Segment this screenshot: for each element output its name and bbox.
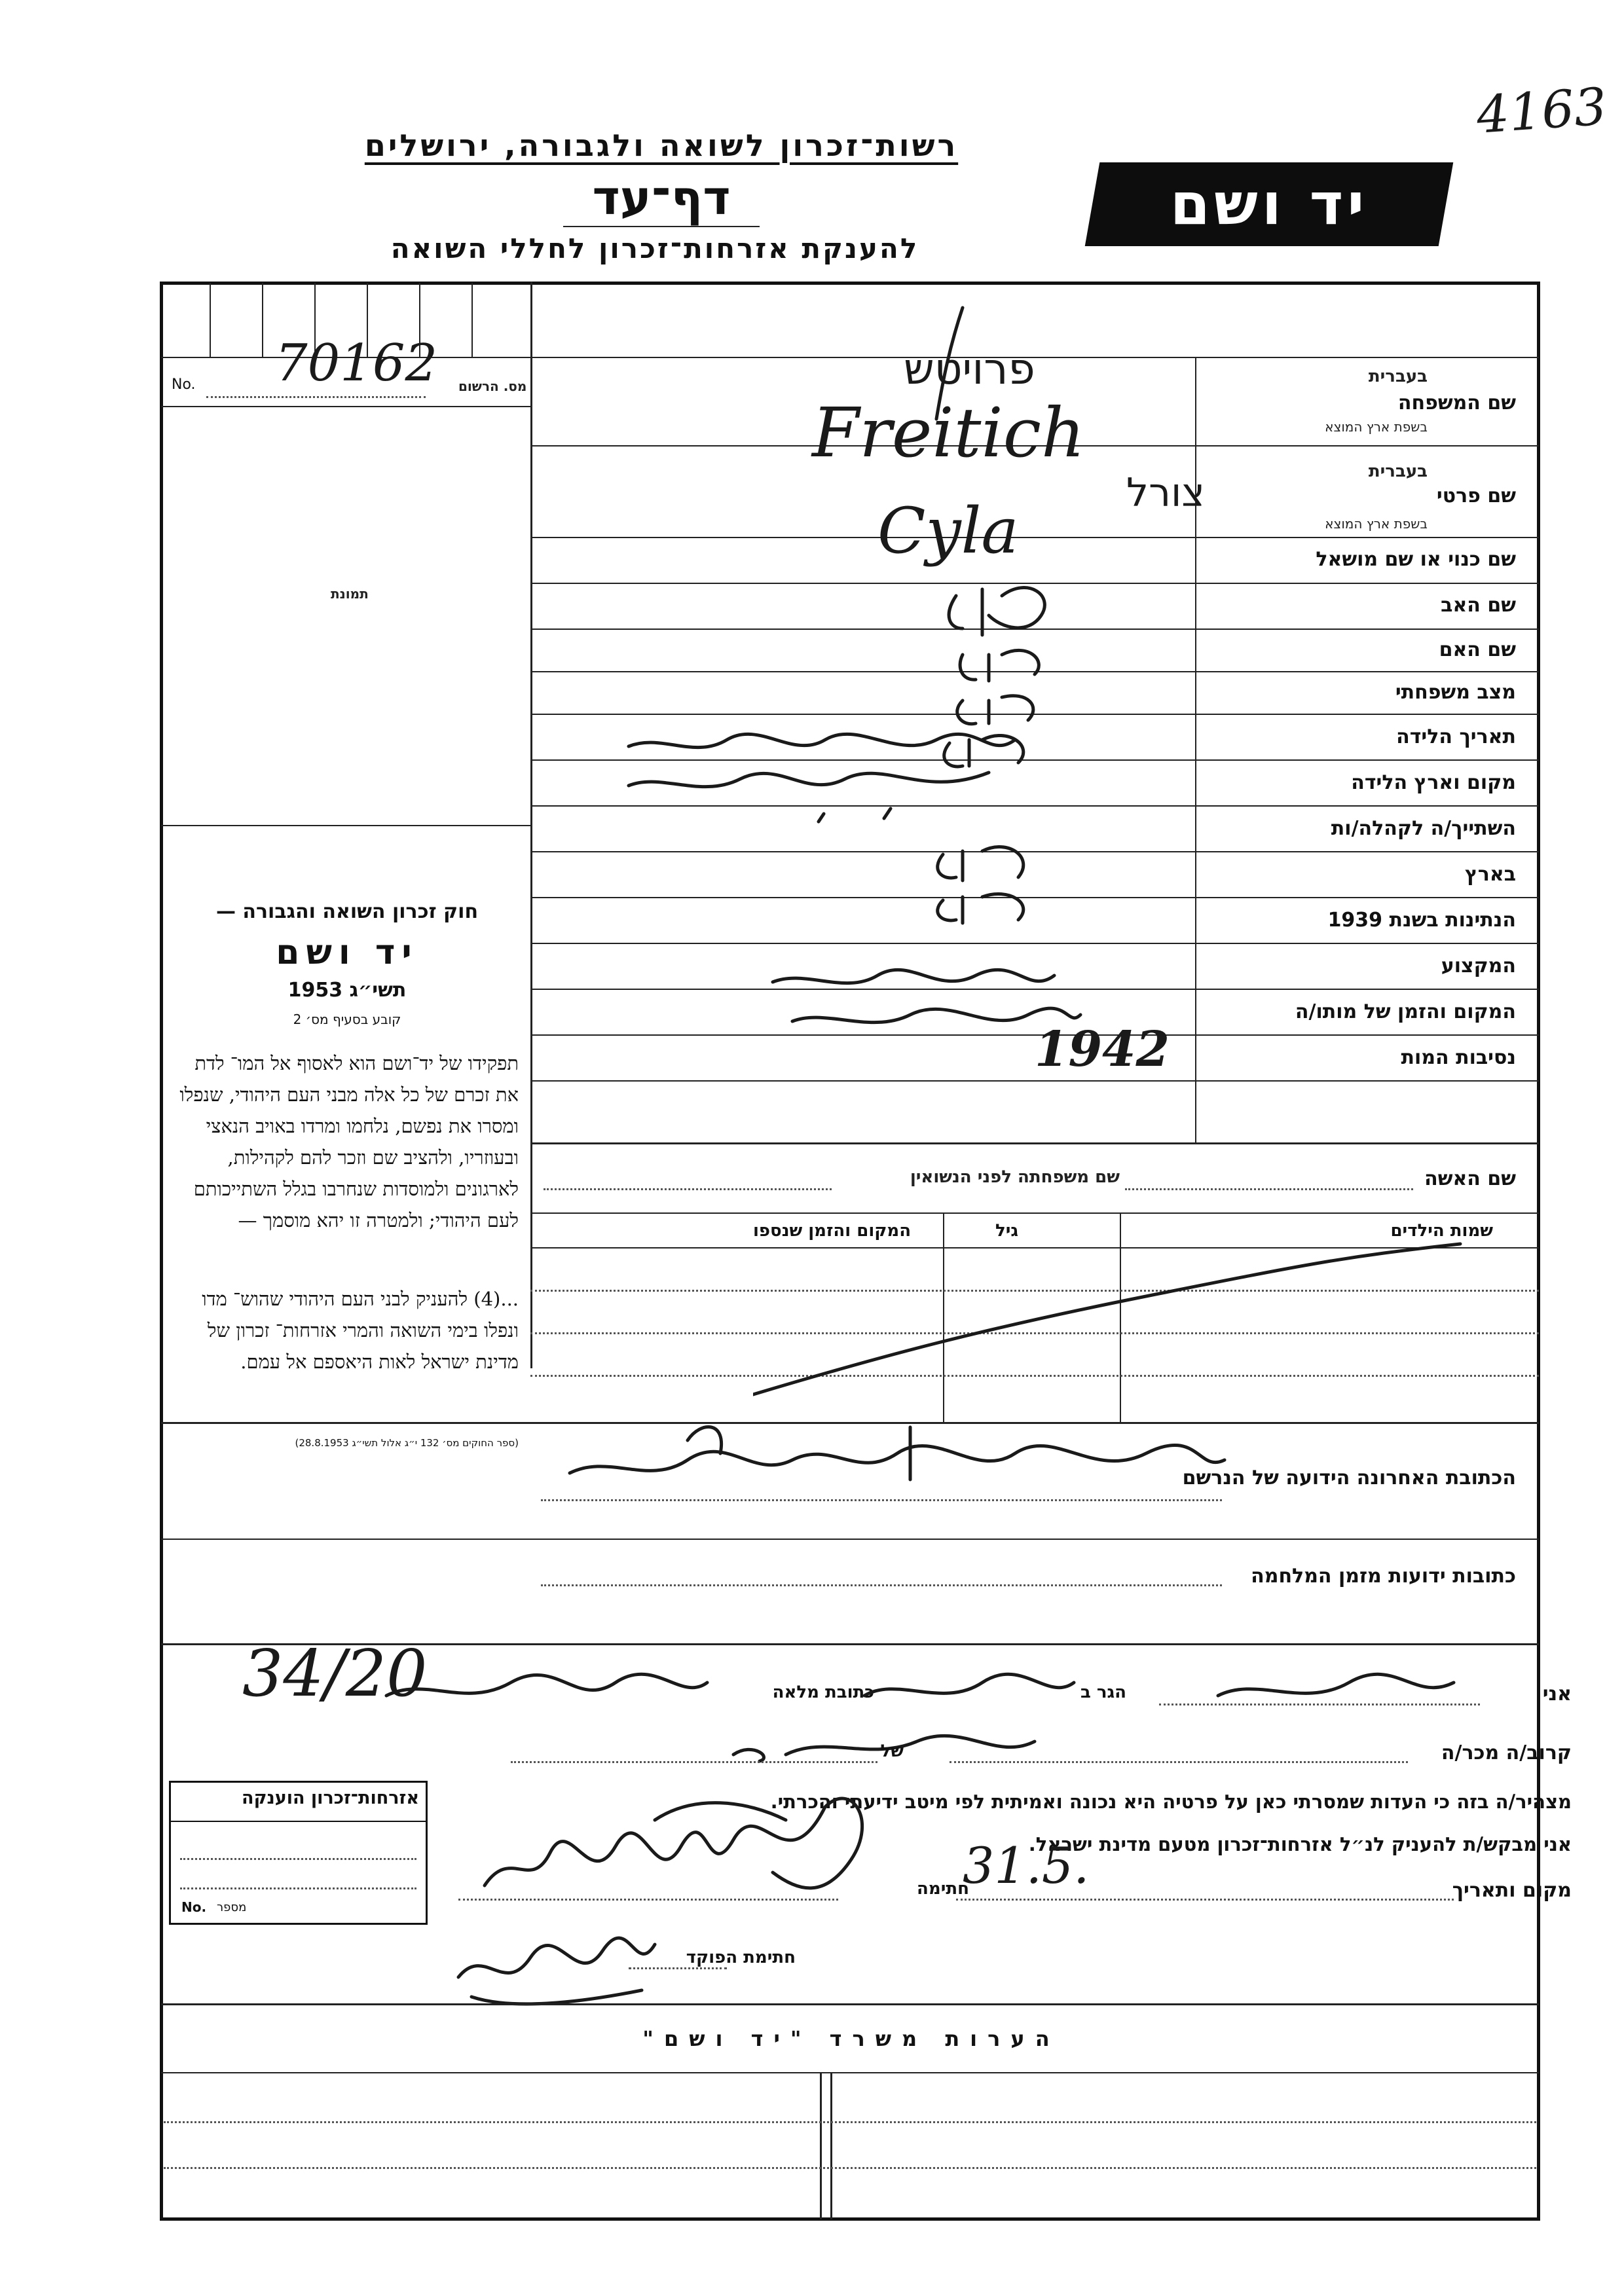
- title-underline: [563, 226, 760, 227]
- field-marital-label: מצב משפחתי: [1395, 681, 1516, 704]
- declaration-resides-label: הגר ב: [1080, 1683, 1126, 1702]
- wife-maiden-label: שם משפחתה לפני הנשואין: [910, 1167, 1120, 1187]
- field-birthdate-label: תאריך הלידה: [1396, 725, 1516, 748]
- officer-signature-label: חתימת הפוקד: [686, 1948, 796, 1967]
- registration-no-label-en: No.: [172, 376, 196, 393]
- death-year-value: 1942: [1035, 1021, 1170, 1078]
- declaration-request: אני מבקש/ת להעניק לנ״ל אזרחות־זכרון מטעם מדינת ישראל.: [1028, 1833, 1572, 1855]
- field-death-cause-label: נסיבות המות: [1401, 1046, 1516, 1069]
- law-clause: קובע בסעיף מס׳ 2: [293, 1011, 401, 1027]
- surname-native-value: Freitich: [812, 393, 1085, 473]
- citizenship-box-no-heb: מספר: [217, 1901, 247, 1914]
- children-header-names: שמות הילדים: [1390, 1221, 1493, 1241]
- law-paragraph-1: תפקידו של יד־ושם הוא לאסוף אל המו־ לדת את זכרם של כל אלה מבני העם היהודי, שנפלו ומסרו את נפשם, נלחמו ומרדו באויב הנאצי ובעוזריו, ולהציב שם וזכר להם לקהילות, לארגונים ולמוסדות שנחרבו בגלל השתייכותם לעם היהודי; ולמטרה זו יהא מוסמך —: [179, 1052, 519, 1231]
- page-subtitle: להענקת אזרחות־זכרון לחללי השואה: [390, 232, 919, 264]
- field-citizenship-label: הנתינות בשנת 1939: [1327, 909, 1516, 932]
- declaration-full-address-label: כתובת מלאה: [772, 1683, 874, 1702]
- field-birthplace-label: מקום וארץ הלידה: [1351, 771, 1516, 794]
- wife-label: שם האשה: [1424, 1167, 1516, 1190]
- children-header-age: גיל: [995, 1221, 1019, 1241]
- officer-signature: [445, 1918, 661, 2010]
- firstname-native-value: Cyla: [877, 494, 1019, 568]
- field-death-place-label: המקום והזמן של מותו/ה: [1295, 1000, 1516, 1023]
- field-mother-label: שם האם: [1439, 638, 1516, 661]
- declarant-signature: [458, 1781, 930, 1925]
- law-year: 1953: [287, 979, 343, 1002]
- declaration-of-label: של: [880, 1741, 904, 1761]
- declaration-relative-label: קרוב/ה מכר/ה: [1441, 1741, 1572, 1764]
- citizenship-box-title: אזרחות־זכרון הוענקה: [242, 1788, 419, 1808]
- firstname-hebrew-value: צורל: [1126, 470, 1205, 516]
- citizenship-granted-box: [169, 1781, 428, 1925]
- law-citation: (ספר החוקים מס׳ 132 י״ג אלול תשי״ג 28.8.1953): [295, 1437, 519, 1449]
- surname-hebrew-value: פרויטש: [904, 344, 1035, 394]
- field-father-label: שם האב: [1441, 594, 1516, 617]
- declaration-statement: מצהיר/ה בזה כי העדות שמסרתי כאן על פרטיה היא נכונה ואמיתית לפי מיטב ידיעתי והכרתי.: [770, 1791, 1572, 1813]
- field-nickname-label: שם כנוי או שם מושאל: [1316, 548, 1516, 571]
- citizenship-box-no-en: No.: [181, 1899, 207, 1915]
- registration-no-label-heb: מס. הרשום: [458, 378, 527, 394]
- handwritten-entries: [530, 288, 1198, 1152]
- law-title: חוק זכרון השואה והגבורה —: [215, 900, 479, 923]
- declaration-address-number: 34/20: [242, 1637, 428, 1711]
- place-date-value: 31.5.: [963, 1836, 1090, 1895]
- law-year-hebrew: תשי״ג: [349, 979, 407, 1002]
- photo-label: תמונת: [331, 586, 369, 602]
- law-name: יד ושם: [276, 933, 418, 972]
- last-address-handwriting: [557, 1414, 1244, 1499]
- field-surname-sub-native: בשפת ארץ המוצא: [1325, 419, 1428, 435]
- law-year-line: [177, 979, 517, 1002]
- field-firstname-label: שם פרטי: [1436, 484, 1516, 507]
- office-notes-title: הערות משרד "יד ושם": [642, 2026, 1060, 2051]
- authority-line: רשות־זכרון לשואה ולגבורה, ירושלים: [364, 128, 959, 163]
- field-firstname-sub-hebrew: בעברית: [1368, 462, 1428, 481]
- registration-number: 70162: [275, 334, 438, 393]
- strike-line: [753, 1231, 1473, 1401]
- field-surname-sub-hebrew: בעברית: [1368, 367, 1428, 386]
- wartime-address-label: כתובות ידועות מזמן המלחמה: [1251, 1565, 1516, 1588]
- place-date-label: מקום ותאריך: [1452, 1879, 1572, 1902]
- declaration-i-label: אני: [1542, 1683, 1572, 1705]
- archive-number: 4163: [1475, 77, 1609, 145]
- declaration-handwriting: [367, 1643, 1480, 1768]
- page-title: דף־עד: [592, 170, 731, 225]
- field-surname-label: שם המשפחה: [1397, 392, 1516, 414]
- field-firstname-sub-native: בשפת ארץ המוצא: [1325, 516, 1428, 532]
- logo-text: יד ושם: [1170, 170, 1369, 238]
- last-address-label: הכתובת האחרונה הידועה של הנרשם: [1182, 1467, 1516, 1489]
- law-paragraph-2: ...(4) להעניק לבני העם היהודי שהוש־ מדו ונפלו בימי השואה והמרי אזרחות־ זכרון של מדינת ישראל לאות היאספם אל עמם.: [202, 1288, 519, 1373]
- field-community-label: השתייך/ה לקהלה/ות: [1331, 817, 1516, 840]
- field-country-label: בארץ: [1464, 863, 1516, 886]
- field-profession-label: המקצוע: [1441, 955, 1516, 977]
- children-header-place: המקום והזמן שנספו: [753, 1221, 912, 1241]
- yad-vashem-logo: [1085, 162, 1454, 246]
- signature-label: חתימה: [917, 1879, 969, 1899]
